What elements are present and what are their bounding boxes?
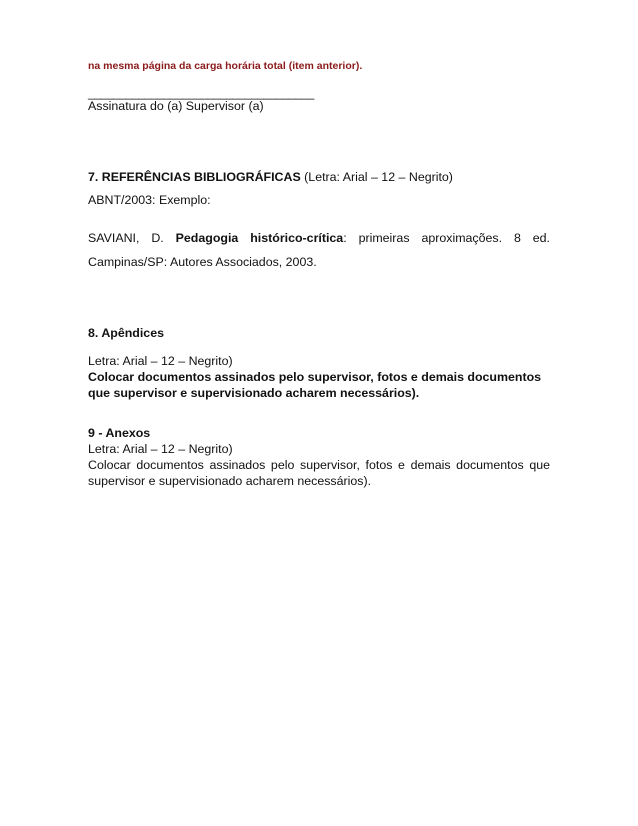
signature-line-text: ____________________________________ [88,86,314,100]
signature-label-text: Assinatura do (a) Supervisor (a) [88,99,264,113]
section8-body-line-2-text: que supervisor e supervisionado acharem necessários). [88,386,420,400]
section9-body-line-2 [88,473,550,489]
section8-heading [88,325,550,341]
reference-publisher: Campinas/SP: Autores Associados, 2003. [88,255,317,269]
section7-intro-text: ABNT/2003: Exemplo: [88,193,211,207]
red-note-text: na mesma página da carga horária total (item anterior). [88,60,363,72]
section8-body-line-2 [88,385,550,401]
reference-line-2 [88,254,550,270]
section9-font-note-text: Letra: Arial – 12 – Negrito) [88,442,233,456]
reference-line-1 [88,230,550,246]
section9-body-line-1 [88,457,550,473]
reference-author: SAVIANI, D. [88,231,176,245]
red-note [88,58,550,74]
section7-heading-note: (Letra: Arial – 12 – Negrito) [300,170,453,184]
section9-heading [88,425,550,441]
section9-font-note [88,441,550,457]
section9-body-line-2-text: supervisor e supervisionado acharem necessários). [88,474,372,488]
section7-heading [88,169,550,185]
section7-intro [88,192,550,208]
section8-body-line-1-text: Colocar documentos assinados pelo supervisor, fotos e demais documentos [88,370,542,384]
reference-rest: : primeiras aproximações. 8 ed. [343,231,550,245]
section8-font-note [88,353,550,369]
section9-body-line-1-text: Colocar documentos assinados pelo supervisor, fotos e demais documentos que [88,458,550,472]
signature-label [88,98,550,114]
section8-heading-text: 8. Apêndices [88,326,164,340]
section8-font-note-text: Letra: Arial – 12 – Negrito) [88,354,233,368]
section8-body-line-1 [88,369,550,385]
section7-heading-text: 7. REFERÊNCIAS BIBLIOGRÁFICAS [88,170,301,184]
reference-title: Pedagogia histórico-crítica [175,231,344,245]
section9-heading-text: 9 - Anexos [88,426,151,440]
